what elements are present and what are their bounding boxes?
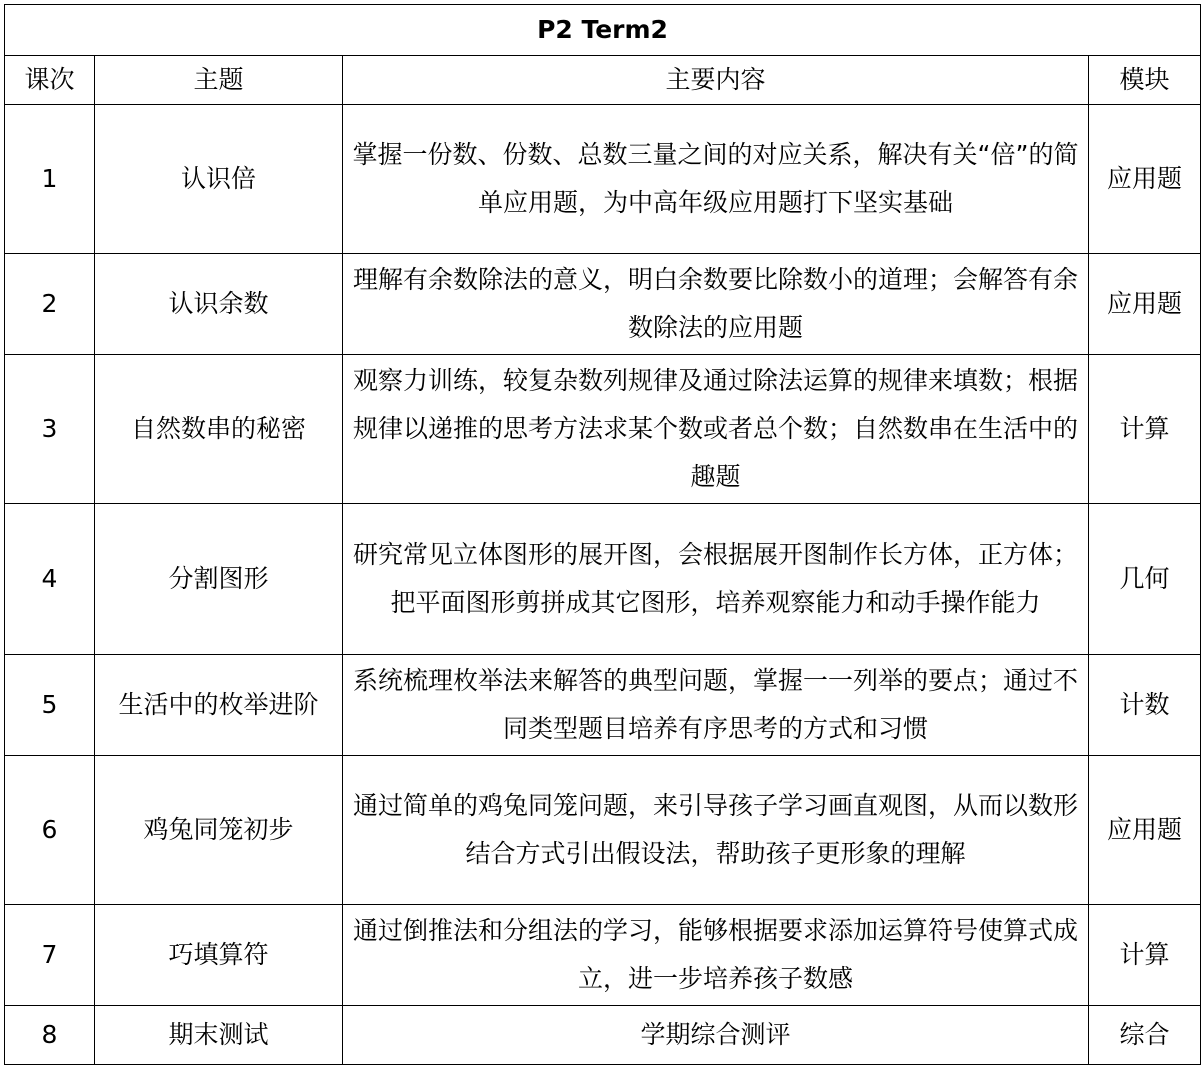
lesson-topic: 认识余数 bbox=[95, 254, 343, 355]
lesson-number: 1 bbox=[5, 105, 95, 254]
table-row bbox=[5, 355, 1201, 504]
lesson-content: 系统梳理枚举法来解答的典型问题，掌握一一列举的要点；通过不同类型题目培养有序思考的方式和习惯 bbox=[343, 655, 1089, 756]
header-module: 模块 bbox=[1089, 56, 1201, 105]
lesson-number: 6 bbox=[5, 756, 95, 905]
lesson-module: 应用题 bbox=[1089, 254, 1201, 355]
lesson-content: 观察力训练，较复杂数列规律及通过除法运算的规律来填数；根据规律以递推的思考方法求某个数或者总个数；自然数串在生活中的趣题 bbox=[343, 355, 1089, 504]
table-title: P2 Term2 bbox=[5, 5, 1201, 56]
lesson-content: 理解有余数除法的意义，明白余数要比除数小的道理；会解答有余数除法的应用题 bbox=[343, 254, 1089, 355]
lesson-topic: 分割图形 bbox=[95, 504, 343, 655]
header-content: 主要内容 bbox=[343, 56, 1089, 105]
lesson-topic: 自然数串的秘密 bbox=[95, 355, 343, 504]
lesson-content: 掌握一份数、份数、总数三量之间的对应关系，解决有关“倍”的简单应用题，为中高年级应用题打下坚实基础 bbox=[343, 105, 1089, 254]
lesson-content: 通过倒推法和分组法的学习，能够根据要求添加运算符号使算式成立，进一步培养孩子数感 bbox=[343, 905, 1089, 1006]
lesson-number: 3 bbox=[5, 355, 95, 504]
lesson-topic: 期末测试 bbox=[95, 1006, 343, 1065]
table-row bbox=[5, 756, 1201, 905]
lesson-module: 应用题 bbox=[1089, 756, 1201, 905]
lesson-content: 学期综合测评 bbox=[343, 1006, 1089, 1065]
lesson-topic: 鸡兔同笼初步 bbox=[95, 756, 343, 905]
header-row bbox=[5, 56, 1201, 105]
lesson-number: 2 bbox=[5, 254, 95, 355]
lesson-content: 研究常见立体图形的展开图，会根据展开图制作长方体，正方体；把平面图形剪拼成其它图形，培养观察能力和动手操作能力 bbox=[343, 504, 1089, 655]
table-row bbox=[5, 254, 1201, 355]
table-row bbox=[5, 504, 1201, 655]
table-row bbox=[5, 1006, 1201, 1065]
lesson-number: 5 bbox=[5, 655, 95, 756]
course-syllabus-table bbox=[4, 4, 1201, 1065]
lesson-topic: 生活中的枚举进阶 bbox=[95, 655, 343, 756]
lesson-module: 几何 bbox=[1089, 504, 1201, 655]
lesson-module: 计算 bbox=[1089, 905, 1201, 1006]
lesson-number: 4 bbox=[5, 504, 95, 655]
lesson-module: 应用题 bbox=[1089, 105, 1201, 254]
lesson-topic: 认识倍 bbox=[95, 105, 343, 254]
header-topic: 主题 bbox=[95, 56, 343, 105]
table-row bbox=[5, 105, 1201, 254]
lesson-module: 计算 bbox=[1089, 355, 1201, 504]
lesson-content: 通过简单的鸡兔同笼问题，来引导孩子学习画直观图，从而以数形结合方式引出假设法，帮助孩子更形象的理解 bbox=[343, 756, 1089, 905]
lesson-module: 综合 bbox=[1089, 1006, 1201, 1065]
lesson-number: 7 bbox=[5, 905, 95, 1006]
table-row bbox=[5, 905, 1201, 1006]
header-lesson: 课次 bbox=[5, 56, 95, 105]
lesson-topic: 巧填算符 bbox=[95, 905, 343, 1006]
table-row bbox=[5, 655, 1201, 756]
lesson-module: 计数 bbox=[1089, 655, 1201, 756]
lesson-number: 8 bbox=[5, 1006, 95, 1065]
